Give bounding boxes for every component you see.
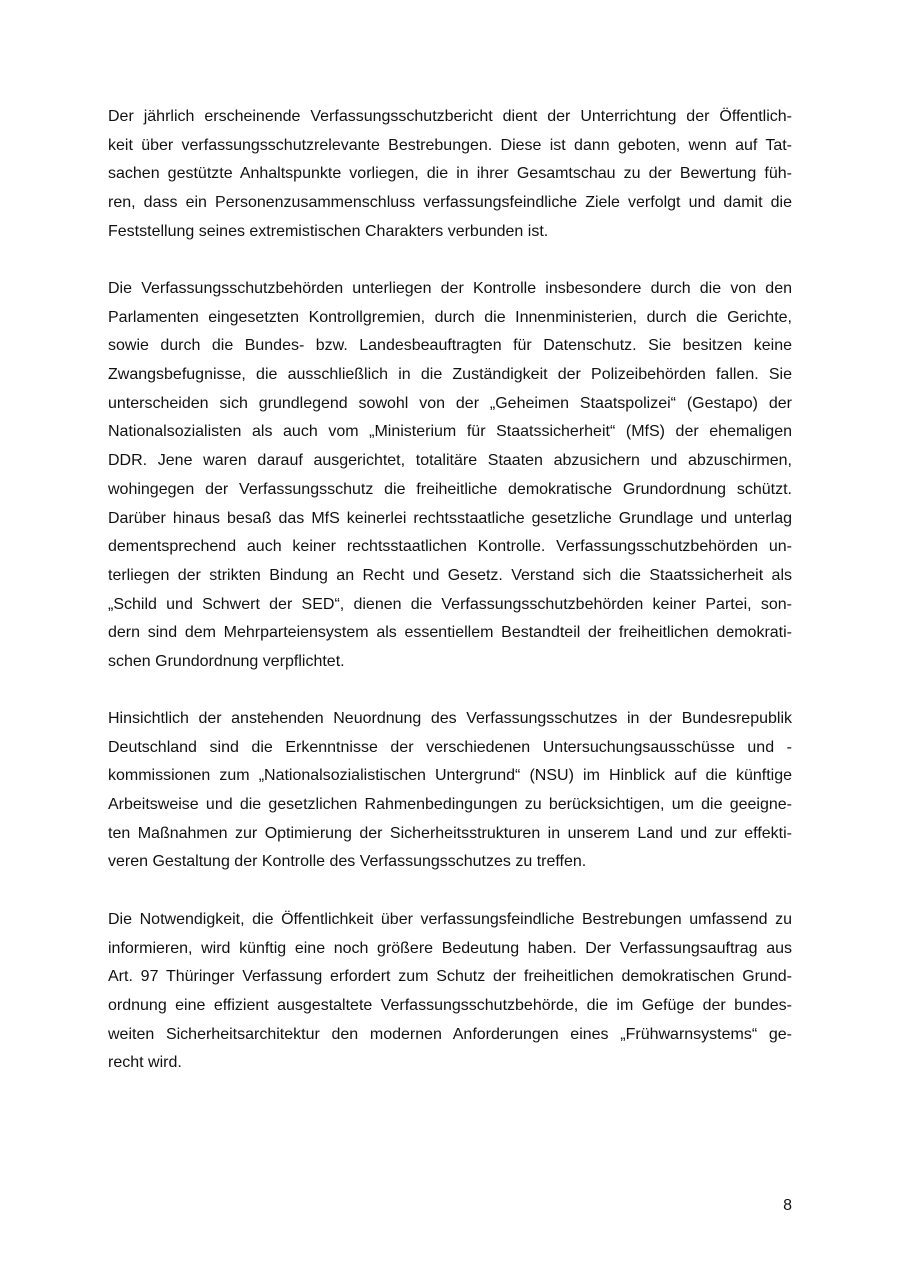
text-line: Hinsichtlich der anstehenden Neuordnung des Verfassungsschutzes in der Bundesrepublik	[108, 710, 792, 727]
text-line: veren Gestaltung der Kontrolle des Verfassungsschutzes zu treffen.	[108, 853, 587, 871]
text-line: Deutschland sind die Erkenntnisse der verschiedenen Untersuchungsausschüsse und -	[108, 738, 792, 756]
text-line: unterscheiden sich grundlegend sowohl von der „Geheimen Staatspolizei“ (Gestapo) der	[108, 394, 792, 412]
text-line: Darüber hinaus besaß das MfS keinerlei rechtsstaatliche gesetzliche Grundlage und unterlag	[108, 509, 792, 527]
text-line: weiten Sicherheitsarchitektur den modernen Anforderungen eines „Frühwarnsystems“ ge-	[108, 1025, 792, 1043]
text-line: dern sind dem Mehrparteiensystem als essentiellem Bestandteil der freiheitlichen demokrati-	[108, 624, 792, 642]
text-line: Arbeitsweise und die gesetzlichen Rahmenbedingungen zu berücksichtigen, um die geeigne-	[108, 796, 792, 814]
text-line: Art. 97 Thüringer Verfassung erfordert zum Schutz der freiheitlichen demokratischen Grund-	[108, 968, 792, 986]
text-line: Die Verfassungsschutzbehörden unterliegen der Kontrolle insbesondere durch die von den	[108, 280, 792, 297]
text-line: dementsprechend auch keiner rechtsstaatlichen Kontrolle. Verfassungsschutzbehörden un-	[108, 538, 792, 556]
text-line: sowie durch die Bundes- bzw. Landesbeauftragten für Datenschutz. Sie besitzen keine	[108, 337, 792, 355]
text-line: Parlamenten eingesetzten Kontrollgremien, durch die Innenministerien, durch die Gerichte,	[108, 308, 792, 326]
paragraph-4	[108, 906, 792, 1078]
text-line: DDR. Jene waren darauf ausgerichtet, totalitäre Staaten abzusichern und abzuschirmen,	[108, 452, 792, 470]
text-line: terliegen der strikten Bindung an Recht und Gesetz. Verstand sich die Staatssicherheit als	[108, 566, 792, 584]
text-line: Nationalsozialisten als auch vom „Ministerium für Staatssicherheit“ (MfS) der ehemaligen	[108, 423, 792, 441]
text-line: kommissionen zum „Nationalsozialistischen Untergrund“ (NSU) im Hinblick auf die künftige	[108, 767, 792, 785]
text-line: Zwangsbefugnisse, die ausschließlich in die Zuständigkeit der Polizeibehörden fallen. Sie	[108, 366, 792, 384]
text-line: wohingegen der Verfassungsschutz die freiheitliche demokratische Grundordnung schützt.	[108, 480, 792, 498]
text-line: Die Notwendigkeit, die Öffentlichkeit über verfassungsfeindliche Bestrebungen umfassend zu	[108, 911, 792, 928]
text-line: „Schild und Schwert der SED“, dienen die Verfassungsschutzbehörden keiner Partei, son-	[108, 595, 792, 613]
text-line: Feststellung seines extremistischen Charakters verbunden ist.	[108, 222, 549, 240]
page-number: 8	[783, 1197, 792, 1214]
text-line: schen Grundordnung verpflichtet.	[108, 652, 345, 670]
text-line: ten Maßnahmen zur Optimierung der Sicherheitsstrukturen in unserem Land und zur effekti-	[108, 824, 792, 842]
text-line: informieren, wird künftig eine noch größere Bedeutung haben. Der Verfassungsauftrag aus	[108, 939, 792, 957]
text-line: recht wird.	[108, 1054, 182, 1072]
text-line: keit über verfassungsschutzrelevante Bestrebungen. Diese ist dann geboten, wenn auf Tat-	[108, 136, 792, 154]
text-line: Der jährlich erscheinende Verfassungsschutzbericht dient der Unterrichtung der Öffentlich-	[108, 108, 792, 125]
text-line: ren, dass ein Personenzusammenschluss verfassungsfeindliche Ziele verfolgt und damit die	[108, 194, 792, 212]
paragraph-2	[108, 275, 792, 677]
text-line: ordnung eine effizient ausgestaltete Verfassungsschutzbehörde, die im Gefüge der bundes-	[108, 997, 792, 1015]
paragraph-3	[108, 705, 792, 877]
text-line: sachen gestützte Anhaltspunkte vorliegen, die in ihrer Gesamtschau zu der Bewertung füh-	[108, 165, 792, 183]
paragraph-1	[108, 103, 792, 246]
